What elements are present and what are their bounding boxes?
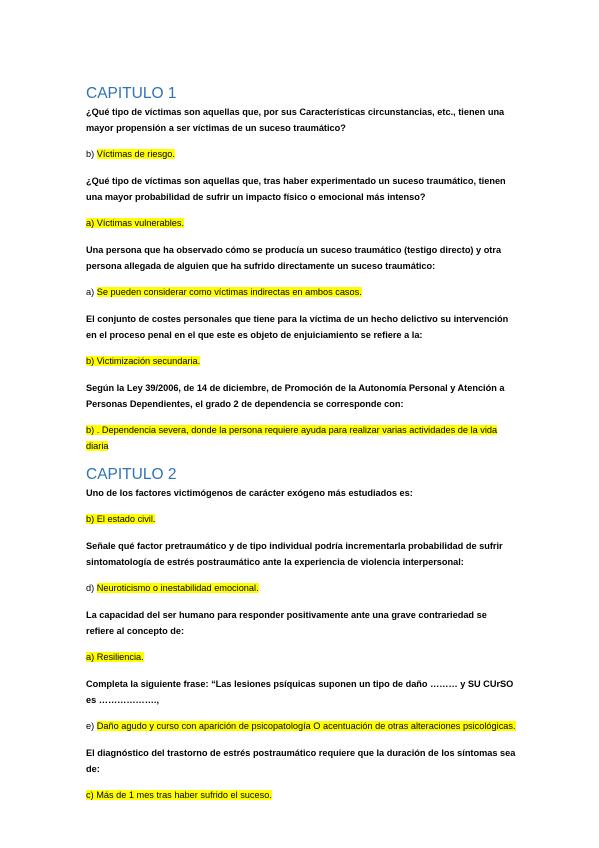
highlighted-answer: Se pueden considerar como víctimas indirectas en ambos casos.	[96, 287, 362, 297]
highlighted-answer: Daño agudo y curso con aparición de psicopatología O acentuación de otras alteraciones psicológicas.	[96, 721, 516, 731]
answer-prefix: a)	[86, 287, 97, 297]
answer	[86, 353, 516, 369]
highlighted-answer: b) . Dependencia severa, donde la persona requiere ayuda para realizar varias actividades de la vida diaria	[86, 425, 498, 451]
question-text: Uno de los factores victimógenos de carácter exógeno más estudiados es:	[86, 488, 413, 498]
question-text: Según la Ley 39/2006, de 14 de diciembre, de Promoción de la Autonomía Personal y Atención a Personas Dependientes, el grado 2 de dependencia se corresponde con:	[86, 383, 505, 409]
answer	[86, 146, 516, 162]
answer-prefix: b)	[86, 149, 97, 159]
highlighted-answer: a) Resiliencia.	[86, 652, 144, 662]
question-text: Completa la siguiente frase: “Las lesiones psíquicas suponen un tipo de daño ……… y SU CUrSO es ……………….,	[86, 679, 514, 705]
highlighted-answer: b) El estado civil.	[86, 514, 156, 524]
question-text: La capacidad del ser humano para responder positivamente ante una grave contrariedad se refiere al concepto de:	[86, 610, 487, 636]
answer-prefix: e)	[86, 721, 97, 731]
answer	[86, 422, 516, 454]
answer	[86, 215, 516, 231]
question-text: El diagnóstico del trastorno de estrés postraumático requiere que la duración de los síntomas sea de:	[86, 748, 516, 774]
highlighted-answer: Víctimas de riesgo.	[96, 149, 175, 159]
answer	[86, 649, 516, 665]
question-text: El conjunto de costes personales que tiene para la víctima de un hecho delictivo su intervención en el proceso penal en el que este es objeto de enjuiciamiento se refiere a la:	[86, 314, 509, 340]
chapter-title: CAPITULO 2	[86, 466, 177, 483]
answer-prefix: d)	[86, 583, 97, 593]
answer	[86, 718, 516, 734]
chapter-title: CAPITULO 1	[86, 85, 177, 102]
document-content	[86, 84, 516, 814]
question-text: ¿Qué tipo de víctimas son aquellas que, tras haber experimentado un suceso traumático, tienen una mayor probabilidad de sufrir un impacto físico o emocional más intenso?	[86, 176, 506, 202]
answer	[86, 284, 516, 300]
question-text: ¿Qué tipo de víctimas son aquellas que, por sus Características circunstancias, etc., tienen una mayor propensión a ser víctimas de un suceso traumático?	[86, 107, 505, 133]
highlighted-answer: c) Más de 1 mes tras haber sufrido el suceso.	[86, 790, 272, 800]
answer	[86, 580, 516, 596]
highlighted-answer: a) Víctimas vulnerables.	[86, 218, 185, 228]
highlighted-answer: b) Victimización secundaria.	[86, 356, 201, 366]
question-text: Señale qué factor pretraumático y de tipo individual podría incrementarla probabilidad de sufrir sintomatología de estrés postraumático ante la experiencia de violencia interpersonal:	[86, 541, 503, 567]
answer	[86, 511, 516, 527]
answer	[86, 787, 516, 803]
question-text: Una persona que ha observado cómo se producía un suceso traumático (testigo directo) y otra persona allegada de alguien que ha sufrido directamente un suceso traumático:	[86, 245, 502, 271]
highlighted-answer: Neuroticismo o inestabilidad emocional.	[96, 583, 259, 593]
